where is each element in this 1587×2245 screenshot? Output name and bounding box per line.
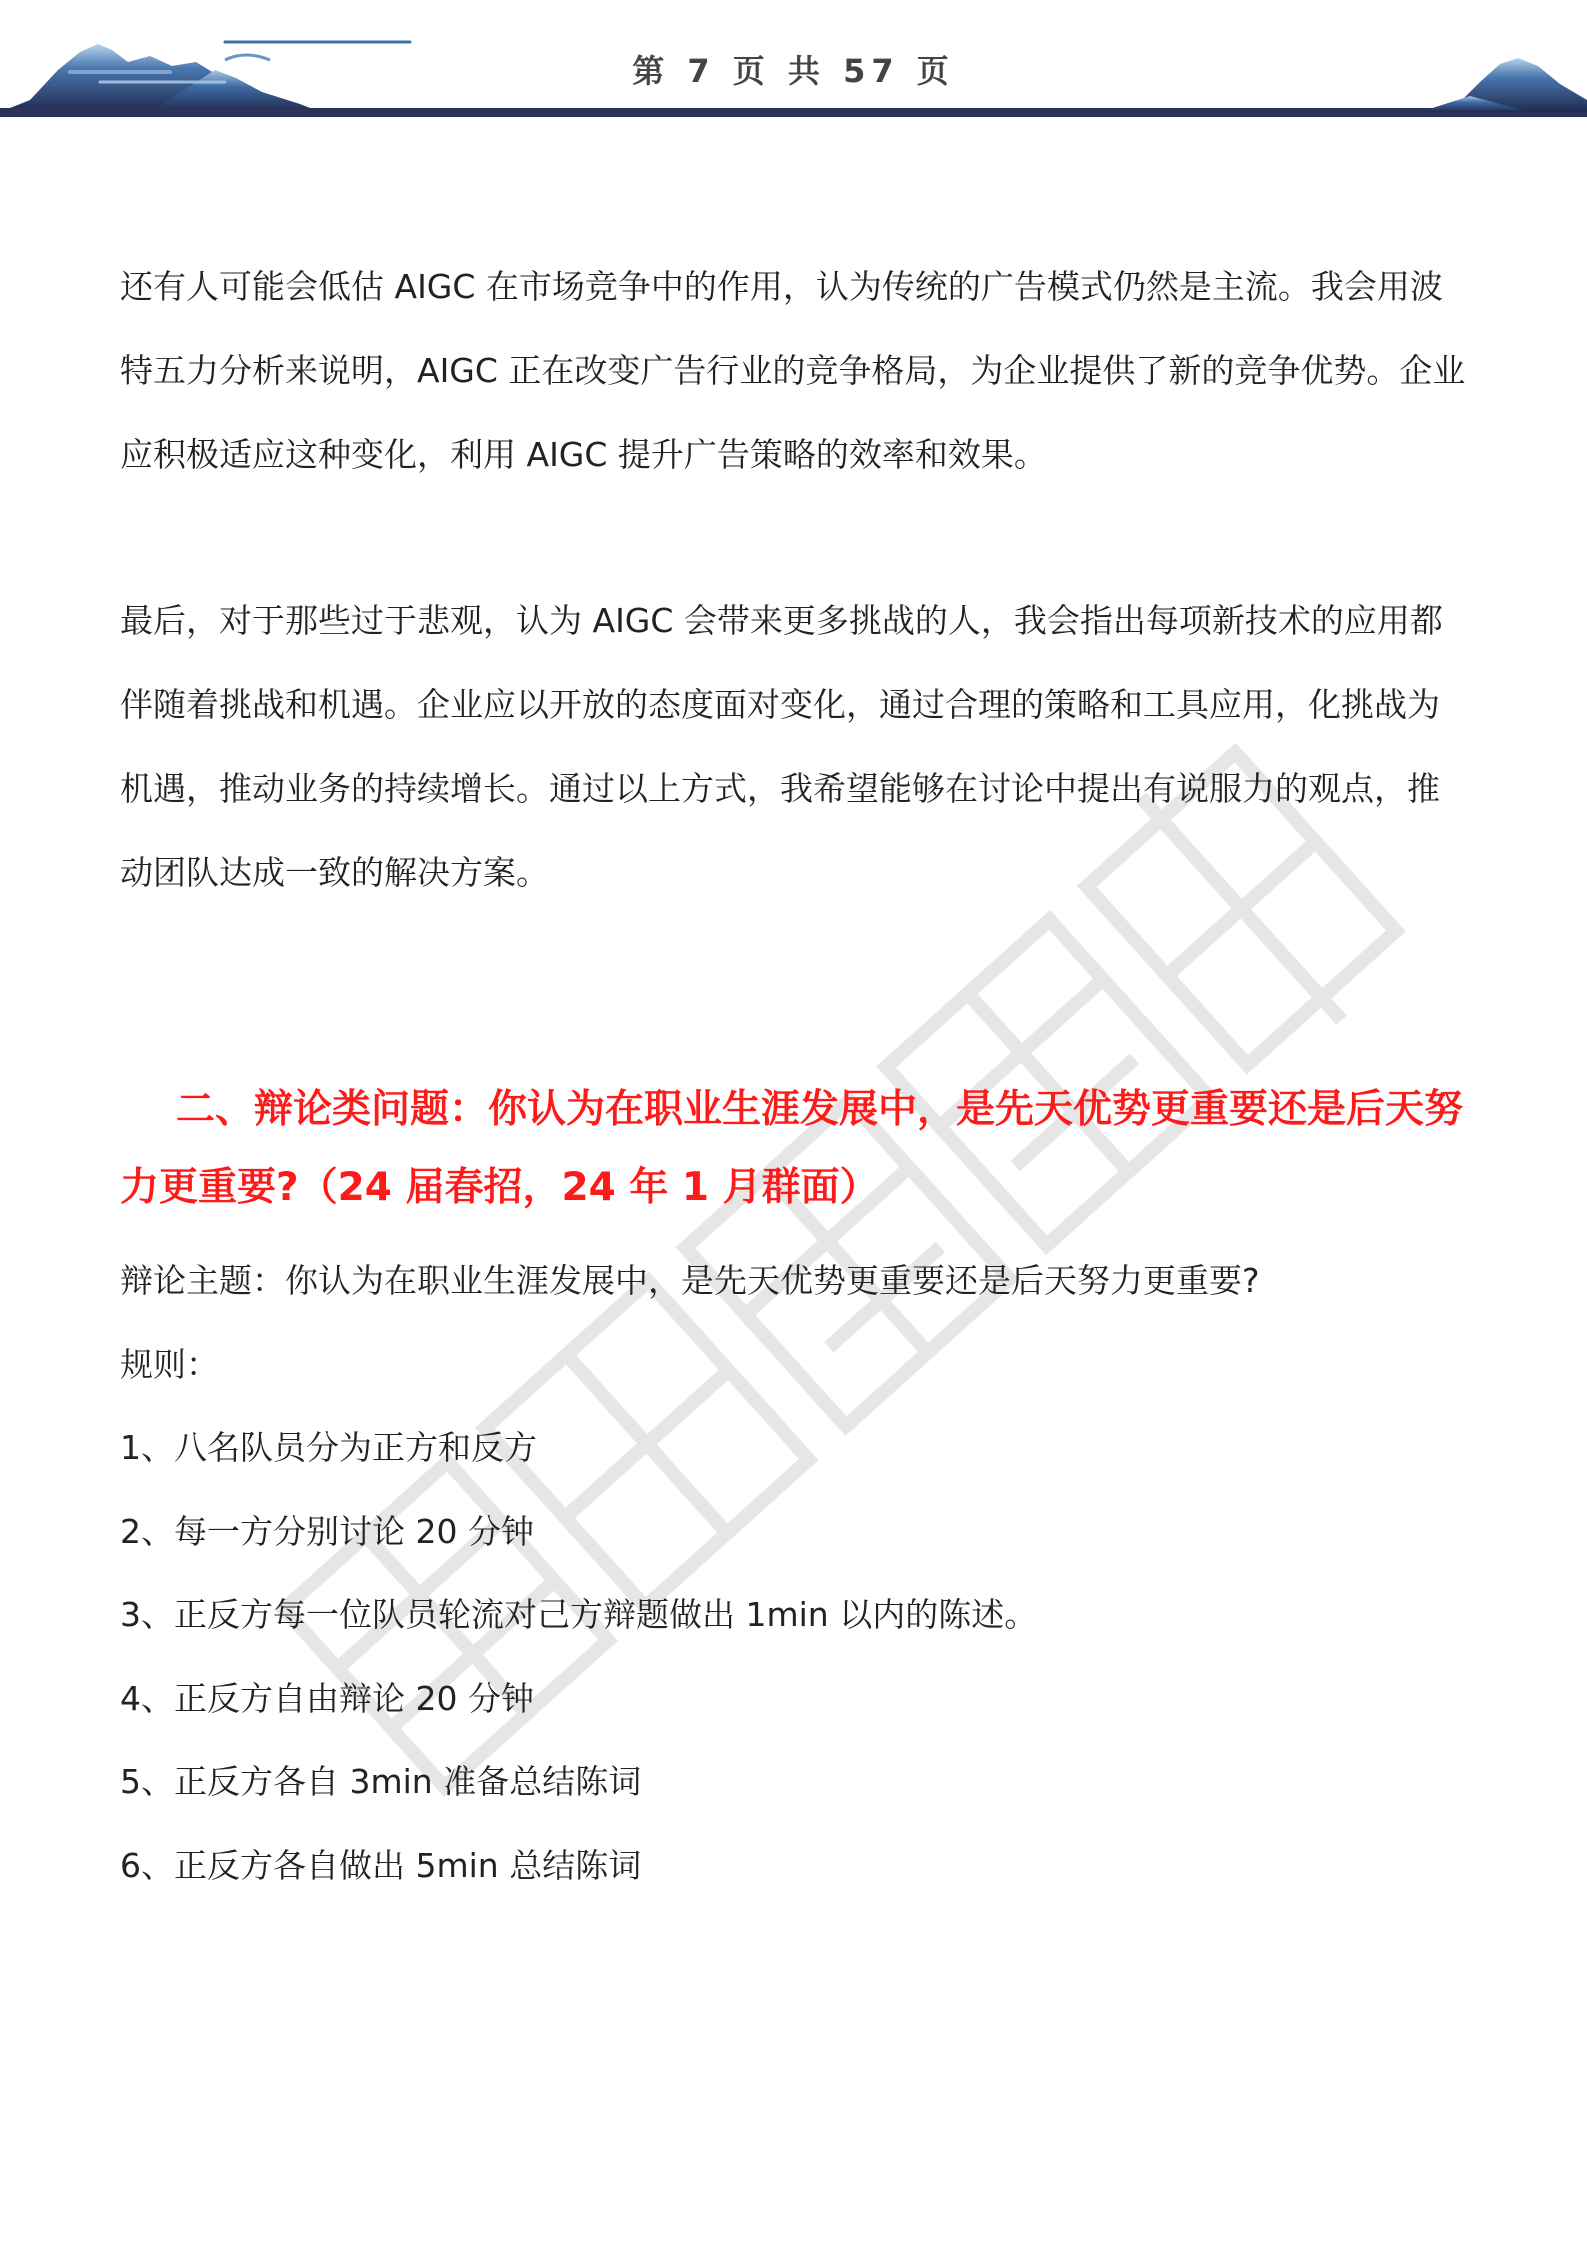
rule-item: 5、正反方各自 3min 准备总结陈词	[120, 1762, 642, 1801]
rules-label: 规则：	[120, 1344, 219, 1384]
paragraph: 还有人可能会低估 AIGC 在市场竞争中的作用，认为传统的广告模式仍然是主流。我会用波特五力分析来说明，AIGC 正在改变广告行业的竞争格局，为企业提供了新的竞争优势。企业应积极适应这种变化，利用 AIGC 提升广告策略的效率和效果。	[120, 267, 1466, 474]
document-body	[120, 245, 1470, 1907]
page-header	[0, 0, 1587, 130]
paragraph: 最后，对于那些过于悲观，认为 AIGC 会带来更多挑战的人，我会指出每项新技术的应用都伴随着挑战和机遇。企业应以开放的态度面对变化，通过合理的策略和工具应用，化挑战为机遇，推动业务的持续增长。通过以上方式，我希望能够在讨论中提出有说服力的观点，推动团队达成一致的解决方案。	[120, 601, 1443, 892]
rule-item: 1、八名队员分为正方和反方	[120, 1428, 537, 1467]
rule-item: 3、正反方每一位队员轮流对己方辩题做出 1min 以内的陈述。	[120, 1595, 1038, 1634]
rule-item: 2、每一方分别讨论 20 分钟	[120, 1511, 534, 1551]
rule-item: 4、正反方自由辩论 20 分钟	[120, 1678, 534, 1718]
rule-item: 6、正反方各自做出 5min 总结陈词	[120, 1845, 642, 1885]
page-number: 第 7 页 共 57 页	[632, 52, 955, 90]
debate-topic: 辩论主题：你认为在职业生涯发展中，是先天优势更重要还是后天努力更重要?	[120, 1261, 1260, 1300]
question-heading: 二、辩论类问题：你认为在职业生涯发展中，是先天优势更重要还是后天努力更重要?（24 届春招，24 年 1 月群面）	[120, 1087, 1464, 1210]
